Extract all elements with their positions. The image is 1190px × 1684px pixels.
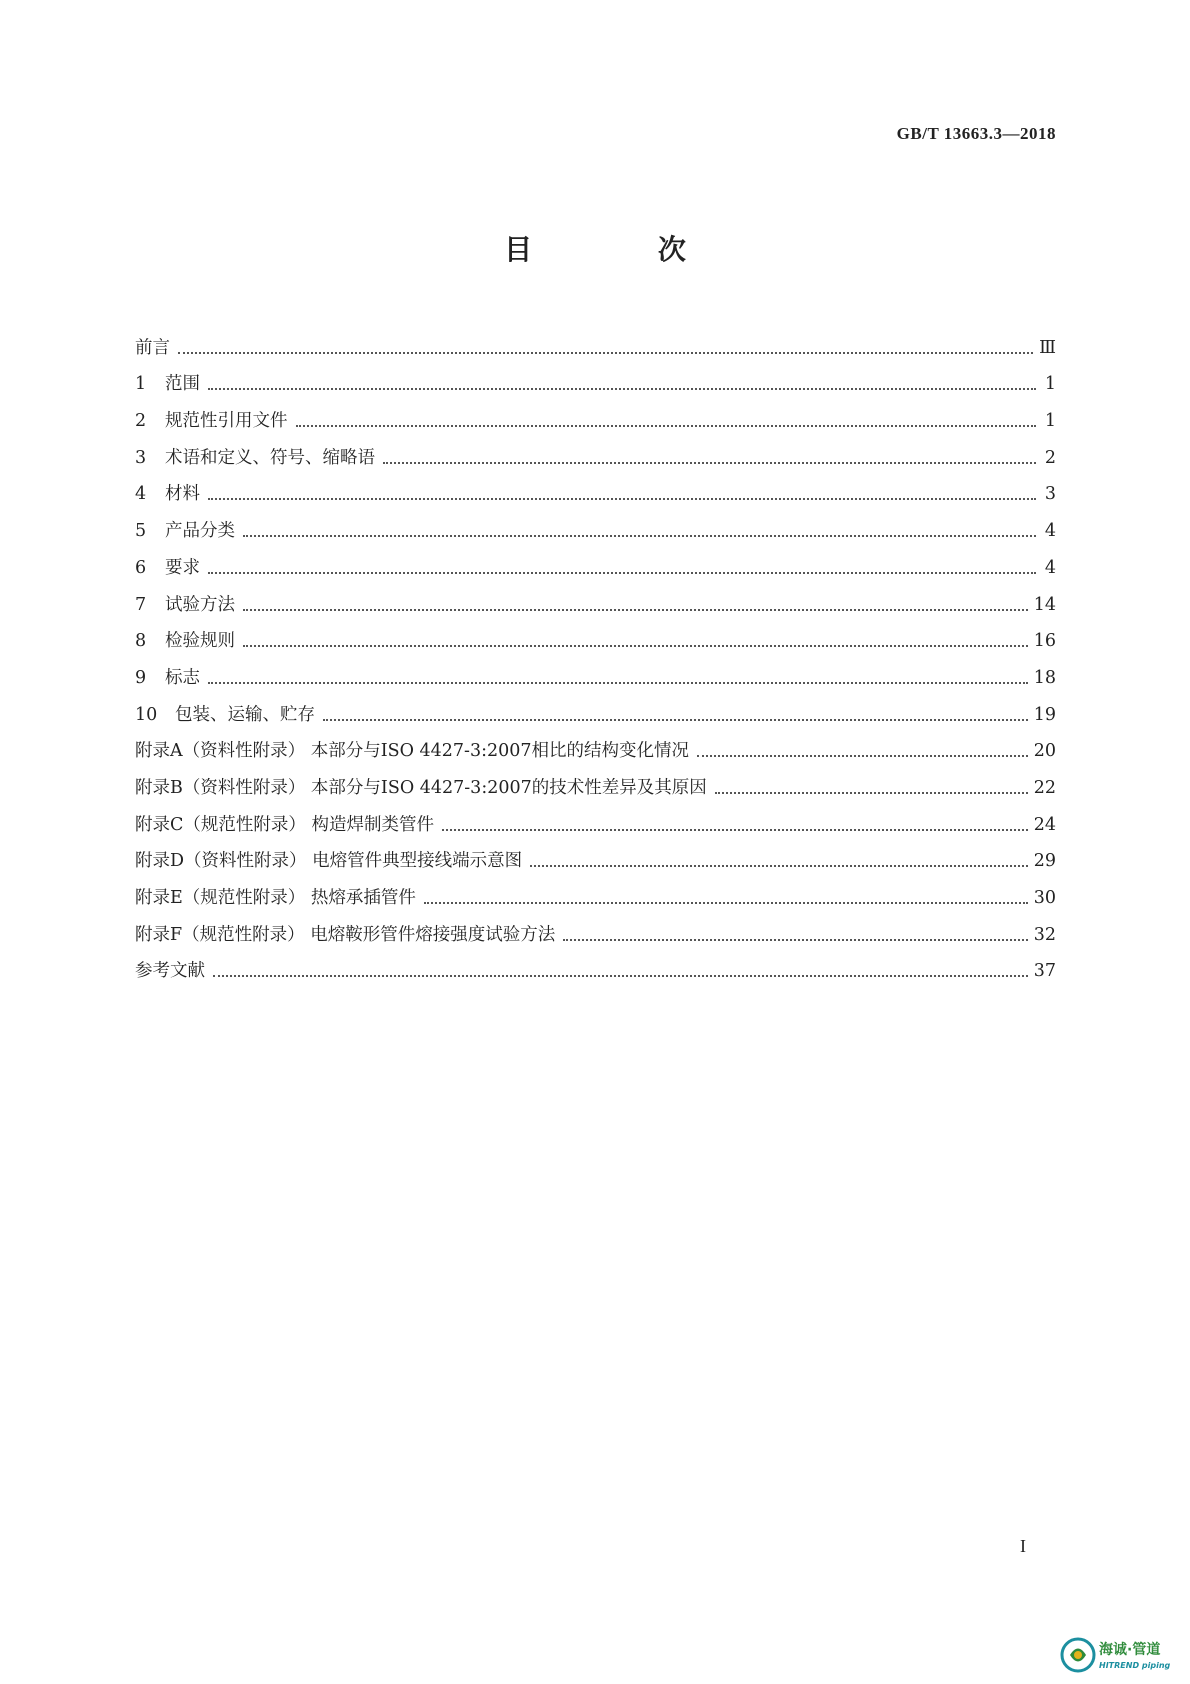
toc-entry-label: 1 范围 [135, 374, 200, 395]
toc-page-number: 18 [1033, 667, 1056, 688]
toc-entry-8[interactable] [135, 616, 1056, 653]
toc-entry-number: 4 [135, 484, 147, 505]
toc-entry-foreword[interactable] [135, 322, 1056, 359]
toc-entry-label: 3 术语和定义、符号、缩略语 [135, 447, 375, 468]
toc-entry-bibliography[interactable] [135, 946, 1056, 983]
toc-page-number: 4 [1044, 557, 1056, 578]
toc-entry-number: 8 [135, 631, 147, 652]
dot-leader [208, 682, 1028, 684]
toc-entry-number: 10 [135, 704, 158, 725]
toc-entry-label: 8 检验规则 [135, 631, 235, 652]
toc-entry-annex-e[interactable] [135, 872, 1056, 909]
dot-leader [424, 902, 1028, 904]
toc-entry-annex-b[interactable] [135, 762, 1056, 799]
toc-page-number: Ⅲ [1039, 337, 1056, 358]
toc-entry-4[interactable] [135, 469, 1056, 506]
page-folio: I [1020, 1536, 1026, 1556]
toc-entry-number: 5 [135, 521, 147, 542]
toc-page-number: 4 [1044, 521, 1056, 542]
dot-leader [208, 572, 1036, 574]
toc-entry-annex-a[interactable] [135, 726, 1056, 763]
company-logo-watermark [1058, 1634, 1178, 1676]
dot-leader [563, 939, 1028, 941]
logo-center-dot-icon [1074, 1651, 1082, 1659]
toc-entry-number: 1 [135, 374, 147, 395]
toc-entry-number: 6 [135, 557, 147, 578]
dot-leader [442, 829, 1028, 831]
toc-entry-number: 3 [135, 447, 147, 468]
dot-leader [243, 535, 1036, 537]
toc-entry-5[interactable] [135, 505, 1056, 542]
dot-leader [697, 755, 1028, 757]
dot-leader [208, 388, 1036, 390]
toc-entry-annex-f[interactable] [135, 909, 1056, 946]
toc-entry-label: 附录F（规范性附录） 电熔鞍形管件熔接强度试验方法 [135, 924, 556, 945]
toc-entry-label: 附录D（资料性附录） 电熔管件典型接线端示意图 [135, 851, 523, 872]
toc-entry-7[interactable] [135, 579, 1056, 616]
toc-entry-2[interactable] [135, 395, 1056, 432]
toc-page-number: 2 [1044, 447, 1056, 468]
toc-page-number: 20 [1033, 741, 1056, 762]
toc-entry-annex-c[interactable] [135, 799, 1056, 836]
dot-leader [296, 425, 1037, 427]
toc-entry-label: 6 要求 [135, 557, 200, 578]
toc-entry-label: 附录B（资料性附录） 本部分与ISO 4427-3:2007的技术性差异及其原因 [135, 777, 707, 798]
toc-entry-label: 10 包装、运输、贮存 [135, 704, 315, 725]
dot-leader [243, 609, 1028, 611]
toc-page-number: 22 [1033, 777, 1056, 798]
toc-entry-label: 5 产品分类 [135, 521, 235, 542]
toc-entry-label: 2 规范性引用文件 [135, 411, 288, 432]
toc-entry-1[interactable] [135, 359, 1056, 396]
dot-leader [715, 792, 1028, 794]
toc-page-number: 3 [1044, 484, 1056, 505]
toc-page-number: 1 [1044, 411, 1056, 432]
dot-leader [178, 352, 1033, 354]
toc-entry-number: 2 [135, 411, 147, 432]
toc-entry-number: 7 [135, 594, 147, 615]
toc-entry-6[interactable] [135, 542, 1056, 579]
toc-page-number: 19 [1033, 704, 1056, 725]
dot-leader [208, 498, 1036, 500]
toc-entry-label: 9 标志 [135, 667, 200, 688]
logo-text-cn: 海诚·管道 [1099, 1642, 1161, 1658]
toc-page-number: 32 [1033, 924, 1056, 945]
toc-page-number: 24 [1033, 814, 1056, 835]
logo-text-en: HITREND piping [1099, 1661, 1171, 1670]
toc-entry-number: 9 [135, 667, 147, 688]
toc-page-number: 30 [1033, 888, 1056, 908]
toc-entry-label: 附录C（规范性附录） 构造焊制类管件 [135, 814, 434, 835]
toc-entry-label: 附录A（资料性附录） 本部分与ISO 4427-3:2007相比的结构变化情况 [135, 741, 690, 762]
toc-entry-label: 参考文献 [135, 961, 205, 982]
table-of-contents [135, 322, 1056, 982]
toc-entry-label: 7 试验方法 [135, 594, 235, 615]
toc-entry-label: 附录E（规范性附录） 热熔承插管件 [135, 888, 416, 908]
dot-leader [213, 975, 1028, 977]
toc-page-number: 16 [1033, 631, 1056, 652]
standard-number: GB/T 13663.3—2018 [896, 124, 1056, 143]
dot-leader [243, 645, 1028, 647]
toc-entry-label: 前言 [135, 337, 170, 358]
toc-page-number: 37 [1033, 961, 1056, 982]
toc-page-number: 29 [1033, 851, 1056, 872]
toc-entry-9[interactable] [135, 652, 1056, 689]
toc-entry-3[interactable] [135, 432, 1056, 469]
dot-leader [383, 462, 1036, 464]
toc-entry-label: 4 材料 [135, 484, 200, 505]
toc-entry-10[interactable] [135, 689, 1056, 726]
toc-page-number: 14 [1033, 594, 1056, 615]
toc-page-number: 1 [1044, 374, 1056, 395]
page-title: 目 次 [504, 233, 744, 266]
toc-entry-annex-d[interactable] [135, 836, 1056, 873]
dot-leader [530, 865, 1028, 867]
dot-leader [323, 719, 1028, 721]
